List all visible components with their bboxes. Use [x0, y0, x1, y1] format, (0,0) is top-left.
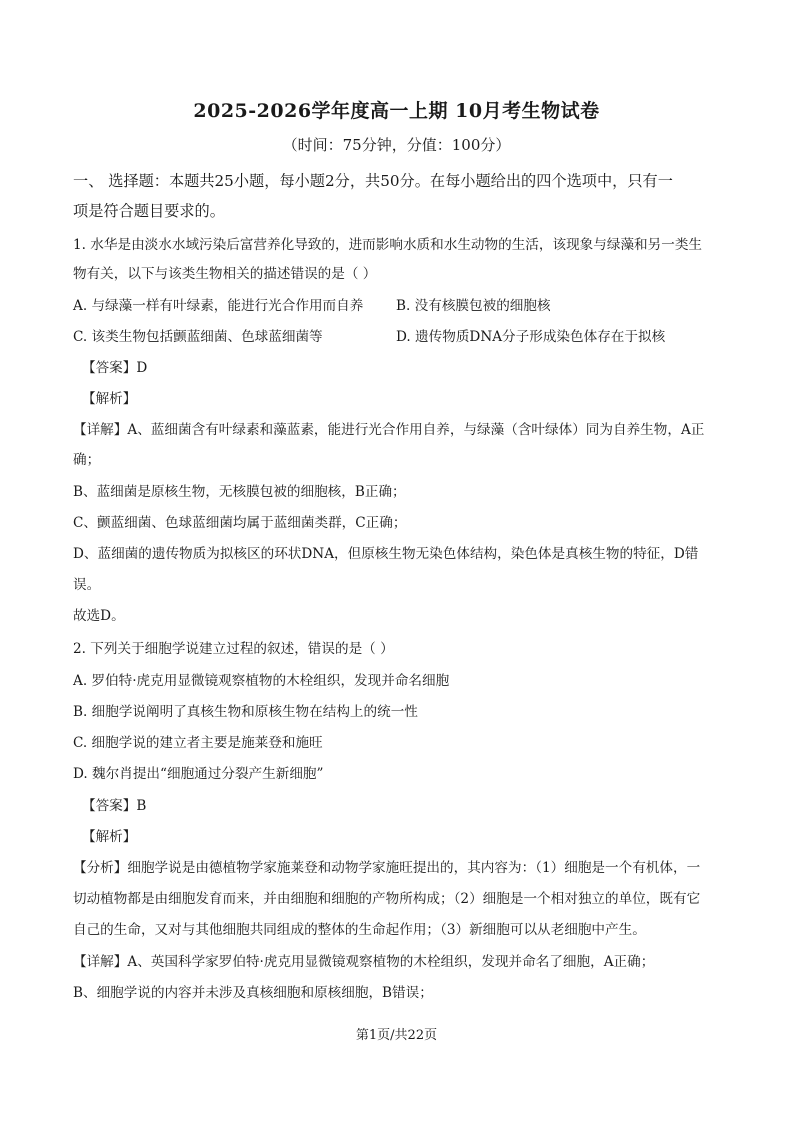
q1-option-d: D. 遗传物质DNA分子形成染色体存在于拟核	[396, 329, 666, 345]
q1-detail: 【详解】A、蓝细菌含有叶绿素和藻蓝素，能进行光合作用自养，与绿藻（含叶绿体）同为自养生物，A正	[73, 422, 705, 438]
page-title: 2025-2026学年度高一上期 10月考生物试卷	[193, 100, 600, 122]
q1-option-c: C. 该类生物包括颤蓝细菌、色球蓝细菌等	[73, 329, 323, 345]
q2-option-b: B. 细胞学说阐明了真核生物和原核生物在结构上的统一性	[73, 704, 418, 720]
q2-detail: B、细胞学说的内容并未涉及真核细胞和原核细胞，B错误；	[73, 985, 433, 1001]
q2-stem: 2. 下列关于细胞学说建立过程的叙述，错误的是（ ）	[73, 641, 394, 657]
q2-option-d: D. 魏尔肖提出“细胞通过分裂产生新细胞”	[73, 766, 324, 782]
q2-analysis: 【分析】细胞学说是由德植物学家施莱登和动物学家施旺提出的，其内容为：（1）细胞是一个有机体，一	[73, 860, 701, 876]
q1-answer: 【答案】D	[82, 360, 148, 376]
q1-option-b: B. 没有核膜包被的细胞核	[396, 298, 551, 314]
q1-stem: 1. 水华是由淡水水域污染后富营养化导致的，进而影响水质和水生动物的生活，该现象与绿藻和另一类生	[73, 237, 703, 253]
q1-detail: 误。	[73, 577, 101, 593]
page-number: 第1页/共22页	[355, 1028, 438, 1043]
q2-analysis: 自己的生命，又对与其他细胞共同组成的整体的生命起作用；（3）新细胞可以从老细胞中产生。	[73, 922, 646, 938]
q2-option-a: A. 罗伯特·虎克用显微镜观察植物的木栓组织，发现并命名细胞	[73, 673, 450, 689]
q1-detail: C、颤蓝细菌、色球蓝细菌均属于蓝细菌类群，C正确；	[73, 515, 407, 531]
q2-answer: 【答案】B	[82, 798, 147, 814]
q1-conclusion: 故选D。	[73, 608, 125, 624]
q1-detail: 确；	[73, 452, 101, 468]
section-heading-cont: 项是符合题目要求的。	[73, 202, 225, 220]
q2-option-c: C. 细胞学说的建立者主要是施莱登和施旺	[73, 735, 323, 751]
q2-analysis: 切动植物都是由细胞发育而来，并由细胞和细胞的产物所构成；（2）细胞是一个相对独立的单位，既有它	[73, 891, 701, 907]
exam-info: （时间：75分钟，分值：100分）	[282, 136, 511, 154]
q1-detail: B、蓝细菌是原核生物，无核膜包被的细胞核，B正确；	[73, 484, 406, 500]
q1-detail: D、蓝细菌的遗传物质为拟核区的环状DNA，但原核生物无染色体结构，染色体是真核生物的特征，D错	[73, 546, 699, 562]
q1-stem-cont: 物有关，以下与该类生物相关的描述错误的是（ ）	[73, 266, 377, 282]
q2-detail: 【详解】A、英国科学家罗伯特·虎克用显微镜观察植物的木栓组织，发现并命名了细胞，A正确；	[73, 954, 655, 970]
q1-analysis-label: 【解析】	[82, 391, 137, 407]
q2-analysis-label: 【解析】	[82, 829, 137, 845]
section-heading: 一、 选择题：本题共25小题，每小题2分，共50分。在每小题给出的四个选项中，只有一	[73, 172, 673, 190]
q1-option-a: A. 与绿藻一样有叶绿素，能进行光合作用而自养	[73, 298, 364, 314]
